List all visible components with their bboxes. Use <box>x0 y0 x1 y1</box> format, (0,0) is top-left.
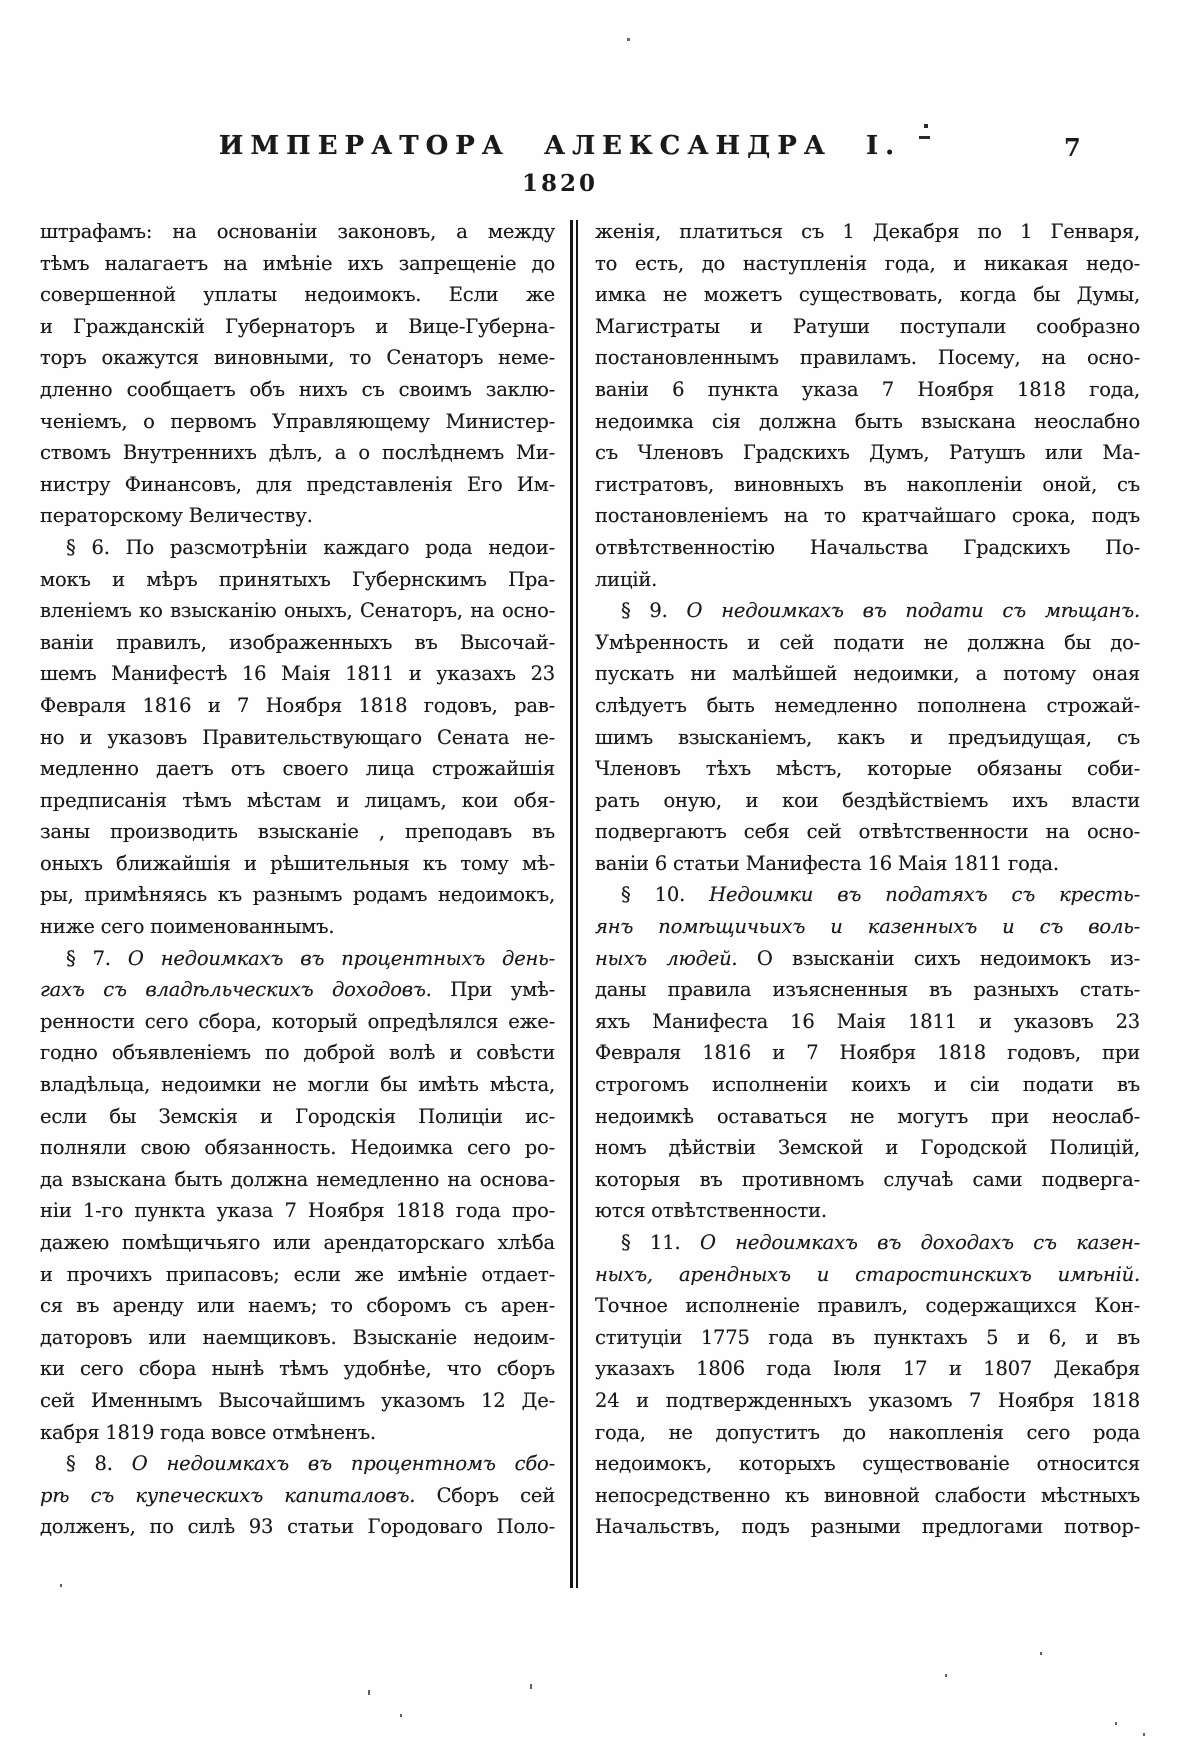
text-segment: строгомъ исполненіи коихъ и сіи подати въ <box>595 1073 1140 1097</box>
text-line <box>595 722 1140 754</box>
text-line <box>595 1448 1140 1480</box>
text-segment: Точное исполненіе правилъ, содержащихся Кон- <box>595 1294 1140 1318</box>
text-line <box>595 753 1140 785</box>
text-line <box>40 1290 555 1322</box>
year-heading: 1820 <box>521 170 599 197</box>
text-segment: Умѣренность и сей подати не должна бы до- <box>595 630 1140 654</box>
text-line <box>40 879 555 911</box>
text-segment: отвѣтственностію Начальства Градскихъ По- <box>595 535 1140 559</box>
text-line <box>40 311 555 343</box>
text-line <box>595 911 1140 943</box>
text-segment: ституціи 1775 года въ пунктахъ 5 и 6, и въ <box>595 1325 1140 1349</box>
text-line <box>595 342 1140 374</box>
text-line <box>40 1259 555 1291</box>
text-line <box>40 1037 555 1069</box>
text-line <box>40 1385 555 1417</box>
italic-text-segment: рѣ съ купеческихъ капиталовъ. <box>40 1483 416 1507</box>
text-segment: торъ окажутся виновными, то Сенаторъ неме- <box>40 346 555 370</box>
text-segment: рать оную, и кои бездѣйствіемъ ихъ власти <box>595 788 1140 812</box>
text-line <box>595 437 1140 469</box>
text-segment: § 10. <box>621 883 710 907</box>
text-line <box>40 1322 555 1354</box>
text-line <box>595 595 1140 627</box>
text-segment: даторовъ или наемщиковъ. Взысканіе недоим- <box>40 1325 555 1349</box>
scan-speck <box>1040 1652 1042 1655</box>
text-line <box>40 627 555 659</box>
scan-speck <box>530 1684 532 1689</box>
text-segment: ки сего сбора нынѣ тѣмъ удобнѣе, что сборъ <box>40 1357 555 1381</box>
text-segment: § 11. <box>621 1231 700 1254</box>
text-line <box>40 1448 555 1480</box>
text-segment: оныхъ ближайшія и рѣшительныя къ тому мѣ- <box>40 851 555 875</box>
text-segment: номъ дѣйствіи Земской и Городской Полицій, <box>595 1136 1140 1160</box>
scan-artifact-dot <box>924 124 928 128</box>
text-line <box>40 911 555 943</box>
text-line <box>40 1101 555 1133</box>
text-segment: которыя въ противномъ случаѣ сами подверга- <box>595 1167 1140 1191</box>
text-line <box>40 1132 555 1164</box>
text-segment: Февраля 1816 и 7 Ноября 1818 годовъ, при <box>595 1041 1140 1065</box>
text-line <box>40 532 555 564</box>
text-segment: § 9. <box>621 599 687 623</box>
scan-artifact-dot <box>627 38 630 41</box>
text-segment: § 6. По разсмотрѣніи каждаго рода недои- <box>66 535 555 559</box>
text-segment: дленно сообщаетъ объ нихъ съ своимъ заклю- <box>40 377 555 401</box>
text-segment: ются отвѣтственности. <box>595 1199 827 1223</box>
text-line <box>595 248 1140 280</box>
text-line <box>40 437 555 469</box>
text-line <box>40 1353 555 1385</box>
text-segment: предписанія тѣмъ мѣстам и лицамъ, кои обя- <box>40 788 555 812</box>
text-line <box>40 690 555 722</box>
text-segment: лицій. <box>595 567 658 591</box>
text-segment: Начальствъ, подъ разными предлогами потвор- <box>595 1515 1140 1539</box>
text-line <box>595 1037 1140 1069</box>
text-line <box>40 1195 555 1227</box>
italic-text-segment: О недоимкахъ въ процентныхъ день- <box>127 946 555 970</box>
text-line <box>595 532 1140 564</box>
italic-text-segment: О недоимкахъ въ подати съ мѣщанъ. <box>686 599 1140 623</box>
text-segment: ператорскому Величеству. <box>40 504 313 528</box>
text-segment: ніи 1-го пункта указа 7 Ноября 1818 года про- <box>40 1199 555 1223</box>
text-segment: гистратовъ, виновныхъ въ накопленіи оной, съ <box>595 472 1140 496</box>
text-line <box>40 753 555 785</box>
text-segment: дажею помѣщичьяго или арендаторскаго хлѣба <box>40 1231 555 1254</box>
text-body <box>40 216 1140 1588</box>
text-line <box>40 248 555 280</box>
text-line <box>40 1417 555 1449</box>
text-line <box>595 816 1140 848</box>
text-line <box>595 943 1140 975</box>
text-line <box>595 848 1140 880</box>
italic-text-segment: Недоимки въ податяхъ съ кресть- <box>709 883 1140 907</box>
text-segment: ствомъ Внутреннихъ дѣлъ, а о послѣднемъ Ми- <box>40 441 555 465</box>
text-segment: даны правила изъясненныя въ разныхъ стать- <box>595 978 1140 1002</box>
text-segment: пускать ни малѣйшей недоимки, а потому оная <box>595 662 1140 686</box>
text-line <box>40 1227 555 1259</box>
scan-speck <box>1115 1722 1117 1725</box>
italic-text-segment: ныхъ людей. <box>595 946 738 970</box>
scan-speck <box>400 1714 402 1717</box>
text-segment: тѣмъ налагаетъ на имѣніе ихъ запрещеніе до <box>40 251 555 275</box>
text-segment: Февраля 1816 и 7 Ноября 1818 годовъ, рав- <box>40 693 555 717</box>
text-line <box>40 564 555 596</box>
text-line <box>595 974 1140 1006</box>
text-line <box>40 595 555 627</box>
text-segment: и прочихъ припасовъ; если же имѣніе отдает- <box>40 1262 555 1286</box>
column-divider-rule <box>570 220 578 1588</box>
italic-text-segment: ныхъ, арендныхъ и старостинскихъ имѣній. <box>595 1262 1140 1286</box>
text-segment: штрафамъ: на основаніи законовъ, а между <box>40 220 555 243</box>
left-text-column <box>40 216 555 1543</box>
text-line <box>595 279 1140 311</box>
text-line <box>595 1417 1140 1449</box>
page-number: 7 <box>1064 133 1081 162</box>
text-segment: недоимка сія должна быть взыскана неослабно <box>595 409 1140 433</box>
text-segment: полняли свою обязанность. Недоимка сего ро- <box>40 1136 555 1160</box>
text-line <box>595 564 1140 596</box>
text-line <box>595 1101 1140 1133</box>
text-line <box>595 1385 1140 1417</box>
text-segment: непосредственно къ виновной слабости мѣстныхъ <box>595 1483 1140 1507</box>
text-line <box>40 279 555 311</box>
text-line <box>595 1259 1140 1291</box>
text-line <box>595 1227 1140 1259</box>
scan-speck <box>1143 1733 1145 1736</box>
text-line <box>40 722 555 754</box>
text-segment: Магистраты и Ратуши поступали сообразно <box>595 314 1140 338</box>
text-segment: годно объявленіемъ по доброй волѣ и совѣсти <box>40 1041 555 1065</box>
italic-text-segment: гахъ съ владѣльческихъ доходовъ. <box>40 978 432 1002</box>
italic-text-segment: О недоимкахъ въ доходахъ съ казен- <box>699 1231 1140 1254</box>
text-segment: § 8. <box>66 1452 132 1476</box>
text-line <box>40 342 555 374</box>
text-segment: шимъ взысканіемъ, какъ и предъидущая, съ <box>595 725 1140 749</box>
text-segment: слѣдуетъ быть немедленно пополнена строжай- <box>595 693 1140 717</box>
text-line <box>595 658 1140 690</box>
text-line <box>595 1353 1140 1385</box>
text-line <box>595 469 1140 501</box>
text-line <box>595 1069 1140 1101</box>
text-segment: указахъ 1806 года Іюля 17 и 1807 Декабря <box>595 1357 1140 1381</box>
text-segment: § 7. <box>66 946 128 970</box>
text-segment: ченіемъ, о первомъ Управляющему Министер- <box>40 409 555 433</box>
text-line <box>595 879 1140 911</box>
text-segment: яхъ Манифеста 16 Маія 1811 и указовъ 23 <box>595 1009 1140 1033</box>
text-segment: ренности сего сбора, который опредѣлялся еже- <box>40 1009 555 1033</box>
right-text-column <box>595 216 1140 1543</box>
text-segment: постановленіемъ на то кратчайшаго срока, подъ <box>595 504 1140 528</box>
text-line <box>595 374 1140 406</box>
text-line <box>40 1164 555 1196</box>
scan-speck <box>60 1584 62 1587</box>
text-segment: имка не можетъ существовать, когда бы Думы, <box>595 283 1140 307</box>
text-line <box>595 406 1140 438</box>
text-segment: недоимкѣ оставаться не могутъ при неослаб- <box>595 1104 1140 1128</box>
text-line <box>595 500 1140 532</box>
text-segment: подвергаютъ себя сей отвѣтственности на осно- <box>595 820 1140 844</box>
text-line <box>595 1322 1140 1354</box>
text-segment: женія, платиться съ 1 Декабря по 1 Генваря, <box>595 220 1140 243</box>
text-segment: съ Членовъ Градскихъ Думъ, Ратушъ или Ма- <box>595 441 1140 465</box>
text-segment: шемъ Манифестѣ 16 Маія 1811 и указахъ 23 <box>40 662 555 686</box>
text-segment: ся въ аренду или наемъ; то сборомъ съ арен- <box>40 1294 555 1318</box>
text-segment: сей Именнымъ Высочайшимъ указомъ 12 Де- <box>40 1388 555 1412</box>
text-segment: ры, примѣняясь къ разнымъ родамъ недоимокъ, <box>40 883 555 907</box>
text-line <box>40 500 555 532</box>
text-line <box>595 311 1140 343</box>
text-line <box>595 785 1140 817</box>
text-line <box>40 658 555 690</box>
text-line <box>40 406 555 438</box>
text-segment: Членовъ тѣхъ мѣстъ, которые обязаны соби- <box>595 757 1140 781</box>
text-segment: ваніи 6 пункта указа 7 Ноября 1818 года, <box>595 377 1140 401</box>
text-segment: если бы Земскія и Городскія Полиціи ис- <box>40 1104 555 1128</box>
text-segment: но и указовъ Правительствующаго Сената не- <box>40 725 555 749</box>
text-segment: постановленнымъ правиламъ. Посему, на осно- <box>595 346 1140 370</box>
text-segment: недоимокъ, которыхъ существованіе относится <box>595 1452 1140 1476</box>
text-segment: и Гражданскій Губернаторъ и Вице-Губерна- <box>40 314 555 338</box>
text-line <box>40 1480 555 1512</box>
text-line <box>595 627 1140 659</box>
text-line <box>40 816 555 848</box>
text-line <box>40 469 555 501</box>
text-line <box>40 1006 555 1038</box>
text-segment: совершенной уплаты недоимокъ. Если же <box>40 283 555 307</box>
text-line <box>595 1132 1140 1164</box>
text-line <box>595 1006 1140 1038</box>
scan-speck <box>368 1690 370 1695</box>
text-line <box>595 1511 1140 1543</box>
text-segment: то есть, до наступленія года, и никакая недо- <box>595 251 1140 275</box>
italic-text-segment: О недоимкахъ въ процентномъ сбо- <box>131 1452 555 1476</box>
text-segment: года, не допуститъ до накопленія сего рода <box>595 1420 1140 1444</box>
text-line <box>595 1164 1140 1196</box>
text-line <box>40 785 555 817</box>
text-segment: медленно даетъ отъ своего лица строжайшія <box>40 757 555 781</box>
text-line <box>595 690 1140 722</box>
text-line <box>40 974 555 1006</box>
text-segment: Сборъ сей <box>415 1483 555 1507</box>
text-line <box>40 943 555 975</box>
text-line <box>40 1069 555 1101</box>
text-segment: мокъ и мѣръ принятыхъ Губернскимъ Пра- <box>40 567 555 591</box>
running-header-title: ИМПЕРАТОРА АЛЕКСАНДРА I. <box>218 131 902 161</box>
scan-speck <box>945 1674 947 1677</box>
text-segment: нистру Финансовъ, для представленія Его Им- <box>40 472 555 496</box>
text-segment: О взысканіи сихъ недоимокъ из- <box>737 946 1140 970</box>
text-segment: При умѣ- <box>431 978 555 1002</box>
text-line <box>40 848 555 880</box>
text-segment: да взыскана быть должна немедленно на основа- <box>40 1167 555 1191</box>
text-line <box>595 1480 1140 1512</box>
text-line <box>595 1195 1140 1227</box>
text-segment: долженъ, по силѣ 93 статьи Городоваго Поло- <box>40 1515 555 1539</box>
italic-text-segment: янъ помѣщичьихъ и казенныхъ и съ воль- <box>595 915 1140 939</box>
text-segment: заны производить взысканіе , преподавъ въ <box>40 820 555 844</box>
scan-artifact-dash <box>919 136 930 139</box>
text-segment: владѣльца, недоимки не могли бы имѣть мѣста, <box>40 1073 555 1097</box>
text-segment: кабря 1819 года вовсе отмѣненъ. <box>40 1420 376 1444</box>
text-segment: 24 и подтвержденныхъ указомъ 7 Ноября 1818 <box>595 1388 1140 1412</box>
text-line <box>40 374 555 406</box>
text-line <box>595 216 1140 248</box>
text-segment: вленіемъ ко взысканію оныхъ, Сенаторъ, на осно- <box>40 599 555 623</box>
text-line <box>40 216 555 248</box>
text-line <box>595 1290 1140 1322</box>
text-segment: ваніи правилъ, изображенныхъ въ Высочай- <box>40 630 555 654</box>
text-segment: ваніи 6 статьи Манифеста 16 Маія 1811 года. <box>595 851 1059 875</box>
text-segment: ниже сего поименованнымъ. <box>40 915 335 939</box>
text-line <box>40 1511 555 1543</box>
